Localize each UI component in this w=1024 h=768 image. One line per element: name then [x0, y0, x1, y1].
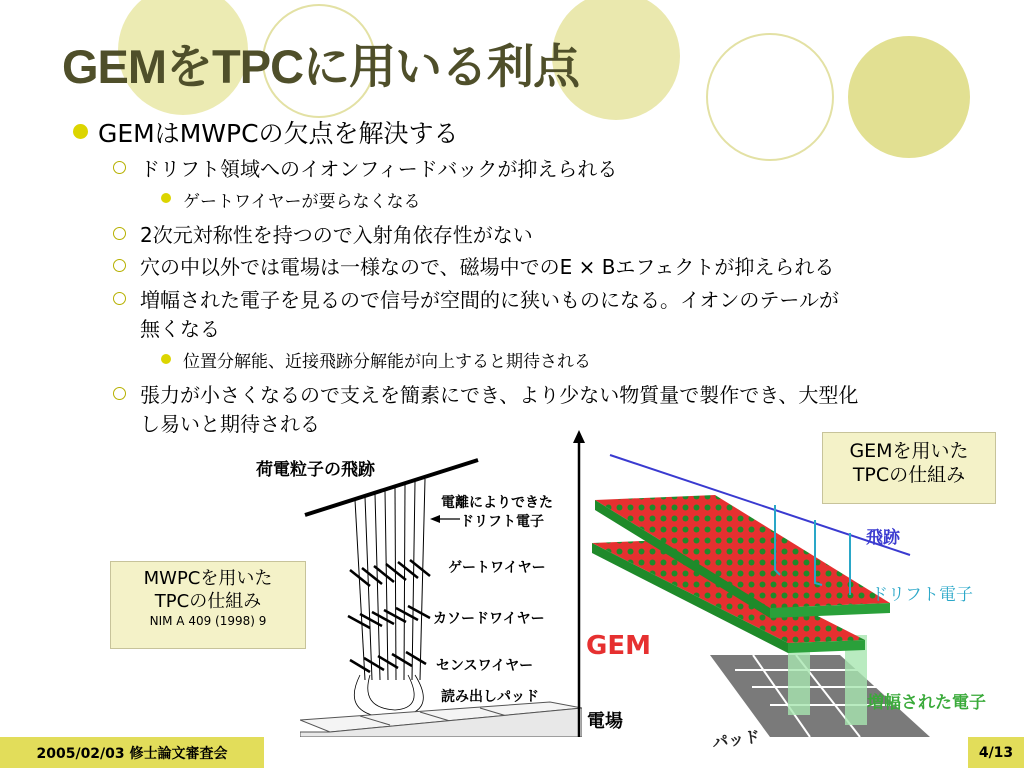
mwpc-track-label: 荷電粒子の飛跡	[256, 460, 375, 480]
decor-circle-4	[706, 33, 834, 161]
bullet-marker	[113, 227, 126, 240]
bullet-marker	[161, 354, 171, 364]
slide-title: GEMをTPCに用いる利点	[62, 40, 580, 93]
bullet-marker	[113, 161, 126, 174]
bullet-level2: 増幅された電子を見るので信号が空間的に狭いものになる。イオンのテールが	[140, 288, 839, 312]
bullet-level2-continued: 無くなる	[140, 317, 220, 341]
bullet-level2-continued: し易いと期待される	[140, 412, 320, 436]
gem-drift-label: ドリフト電子	[871, 585, 973, 605]
mwpc-caption-box	[110, 561, 306, 649]
bullet-marker	[113, 292, 126, 305]
bullet-marker	[73, 124, 88, 139]
mwpc-readout-label: 読み出しパッド	[441, 689, 539, 705]
mwpc-ionized-label: 電離によりできた	[441, 495, 553, 511]
mwpc-reference: NIM A 409 (1998) 9	[149, 614, 267, 628]
bullet-marker	[113, 259, 126, 272]
mwpc-gate-label: ゲートワイヤー	[448, 560, 546, 576]
gem-pad-label: パッド	[711, 726, 762, 753]
mwpc-cathode-label: カソードワイヤー	[433, 611, 545, 627]
bullet-level2: ドリフト領域へのイオンフィードバックが抑えられる	[140, 157, 618, 181]
mwpc-drift-electron-label: ドリフト電子	[460, 514, 544, 530]
mwpc-caption-line1: MWPCを用いた	[143, 568, 273, 589]
gem-efield-label: 電場	[587, 711, 623, 732]
decor-circle-5	[848, 36, 970, 158]
gem-amplified-label: 増幅された電子	[867, 693, 986, 713]
gem-label: GEM	[586, 631, 651, 661]
bullet-level2: 穴の中以外では電場は一様なので、磁場中でのE × Bエフェクトが抑えられる	[140, 255, 835, 279]
bullet-level2: 2次元対称性を持つので入射角依存性がない	[140, 223, 533, 247]
bullet-marker	[161, 193, 171, 203]
gem-caption-line1: GEMを用いた	[849, 440, 969, 462]
bullet-level3: ゲートワイヤーが要らなくなる	[183, 192, 421, 212]
bullet-level3: 位置分解能、近接飛跡分解能が向上すると期待される	[183, 352, 591, 372]
mwpc-caption-line2: TPCの仕組み	[154, 590, 262, 612]
footer-page-number: 4/13	[968, 737, 1024, 768]
gem-caption-box	[822, 432, 996, 504]
bullet-marker	[113, 387, 126, 400]
footer-date: 2005/02/03 修士論文審査会	[0, 737, 264, 768]
gem-caption-line2: TPCの仕組み	[852, 463, 966, 486]
bullet-level2: 張力が小さくなるので支えを簡素にでき、より少ない物質量で製作でき、大型化	[140, 383, 859, 407]
gem-track-label: 飛跡	[866, 528, 900, 548]
mwpc-sense-label: センスワイヤー	[436, 658, 534, 674]
bullet-level1: GEMはMWPCの欠点を解決する	[98, 119, 459, 148]
